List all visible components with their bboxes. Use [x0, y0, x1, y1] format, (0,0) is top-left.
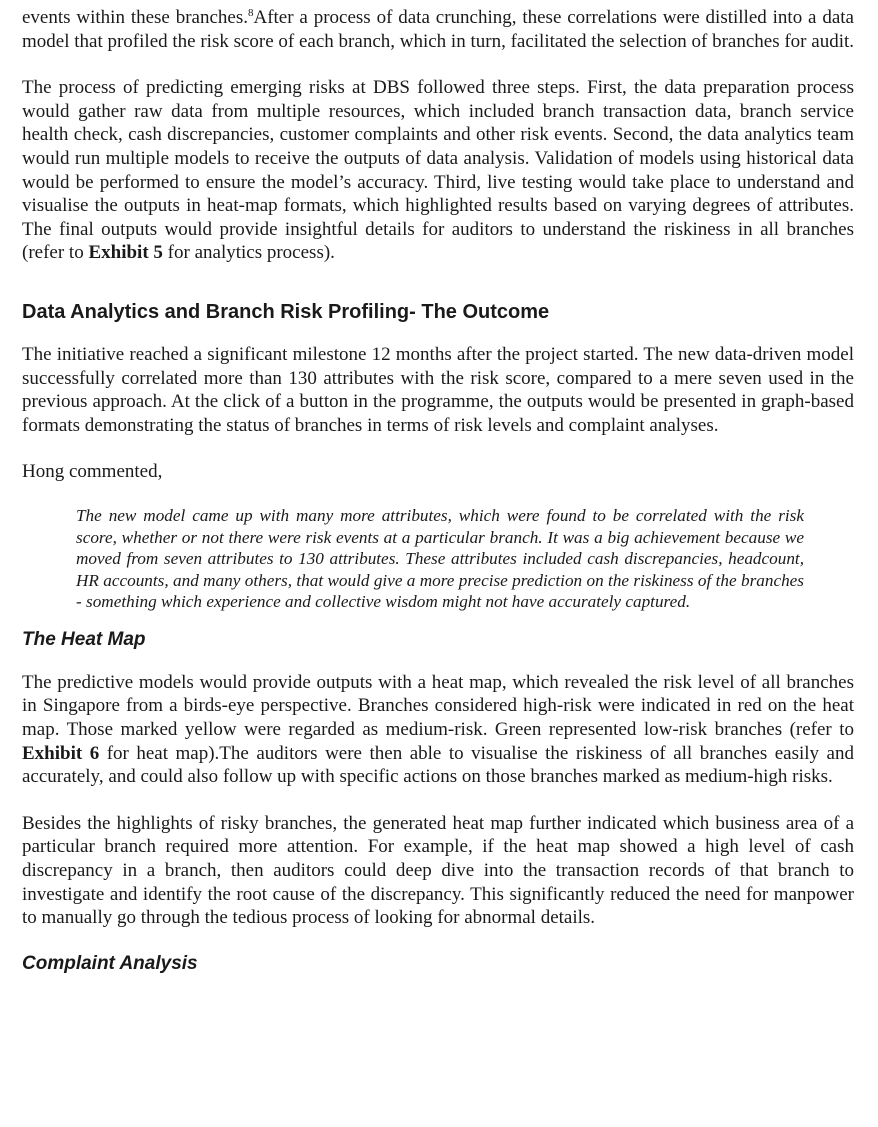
spacer — [22, 930, 854, 951]
block-quote: The new model came up with many more attributes, which were found to be correlated with the risk score, whether or not there were risk events at a particular branch. It was a big achievement because we moved from seven attributes to 130 attributes. These attributes included cash discrepancies, headcount, HR accounts, and many others, that would give a more precise prediction on the riskiness of the branches - something which experience and collective wisdom might not have accurately captured. — [76, 505, 804, 612]
document-page — [22, 6, 854, 977]
paragraph-text: for heat map).The auditors were then able to visualise the riskiness of all branches easily and accurately, and could also follow up with specific actions on those branches marked as medium-high risks. — [22, 742, 854, 788]
spacer — [22, 53, 854, 76]
paragraph-milestone: The initiative reached a significant milestone 12 months after the project started. The new data-driven model successfully correlated more than 130 attributes with the risk score, compared to a mere seven used in the previous approach. At the click of a button in the programme, the outputs would be presented in graph-based formats demonstrating the status of branches in terms of risk levels and complaint analyses. — [22, 343, 854, 436]
paragraph-text: The process of predicting emerging risks at DBS followed three steps. First, the data preparation process would gather raw data from multiple resources, which included branch transaction data, branch service health check, cash discrepancies, customer complaints and other risk events. Second, the data analytics team would run multiple models to receive the outputs of data analysis. Validation of models using historical data would be performed to ensure the model’s accuracy. Third, live testing would take place to understand and visualise the outputs in heat-map formats, which highlighted results based on varying degrees of attributes. The final outputs would provide insightful details for auditors to understand the riskiness in all branches (refer to — [22, 77, 854, 264]
paragraph-process-steps — [22, 76, 854, 265]
spacer — [22, 484, 854, 505]
section-heading: Data Analytics and Branch Risk Profiling- The Outcome — [22, 300, 550, 323]
exhibit-5-reference: Exhibit 5 — [88, 242, 163, 264]
paragraph-risky-branches: Besides the highlights of risky branches, the generated heat map further indicated which business area of a particular branch required more attention. For example, if the heat map showed a high level of cash discrepancy in a branch, then auditors could deep dive into the transaction records of that branch to investigate and identify the root cause of the discrepancy. This significantly reduced the need for manpower to manually go through the tedious process of looking for abnormal details. — [22, 812, 854, 929]
paragraph-text: The predictive models would provide outputs with a heat map, which revealed the risk level of all branches in Singapore from a birds-eye perspective. Branches considered high-risk were indicated in red on the heat map. Those marked yellow were regarded as medium-risk. Green represented low-risk branches (refer to — [22, 671, 854, 741]
spacer — [22, 653, 854, 671]
paragraph-data-model — [22, 6, 854, 53]
paragraph-text: events within these branches. — [22, 7, 248, 28]
spacer — [22, 325, 854, 343]
paragraph-hong-commented: Hong commented, — [22, 461, 163, 483]
spacer — [22, 789, 854, 812]
spacer — [22, 265, 854, 299]
subheading-heat-map: The Heat Map — [22, 628, 146, 650]
paragraph-heat-map — [22, 671, 854, 789]
spacer — [22, 437, 854, 460]
paragraph-text: for analytics process). — [162, 242, 335, 264]
exhibit-6-reference: Exhibit 6 — [22, 742, 100, 764]
spacer — [22, 613, 854, 627]
paragraph-text: After a process of data crunching, these correlations were distilled into a data model that profiled the risk score of each branch, which in turn, facilitated the selection of branches for audit. — [22, 7, 855, 52]
subheading-complaint-analysis: Complaint Analysis — [22, 952, 198, 974]
footnote-reference[interactable]: 8 — [247, 7, 254, 19]
